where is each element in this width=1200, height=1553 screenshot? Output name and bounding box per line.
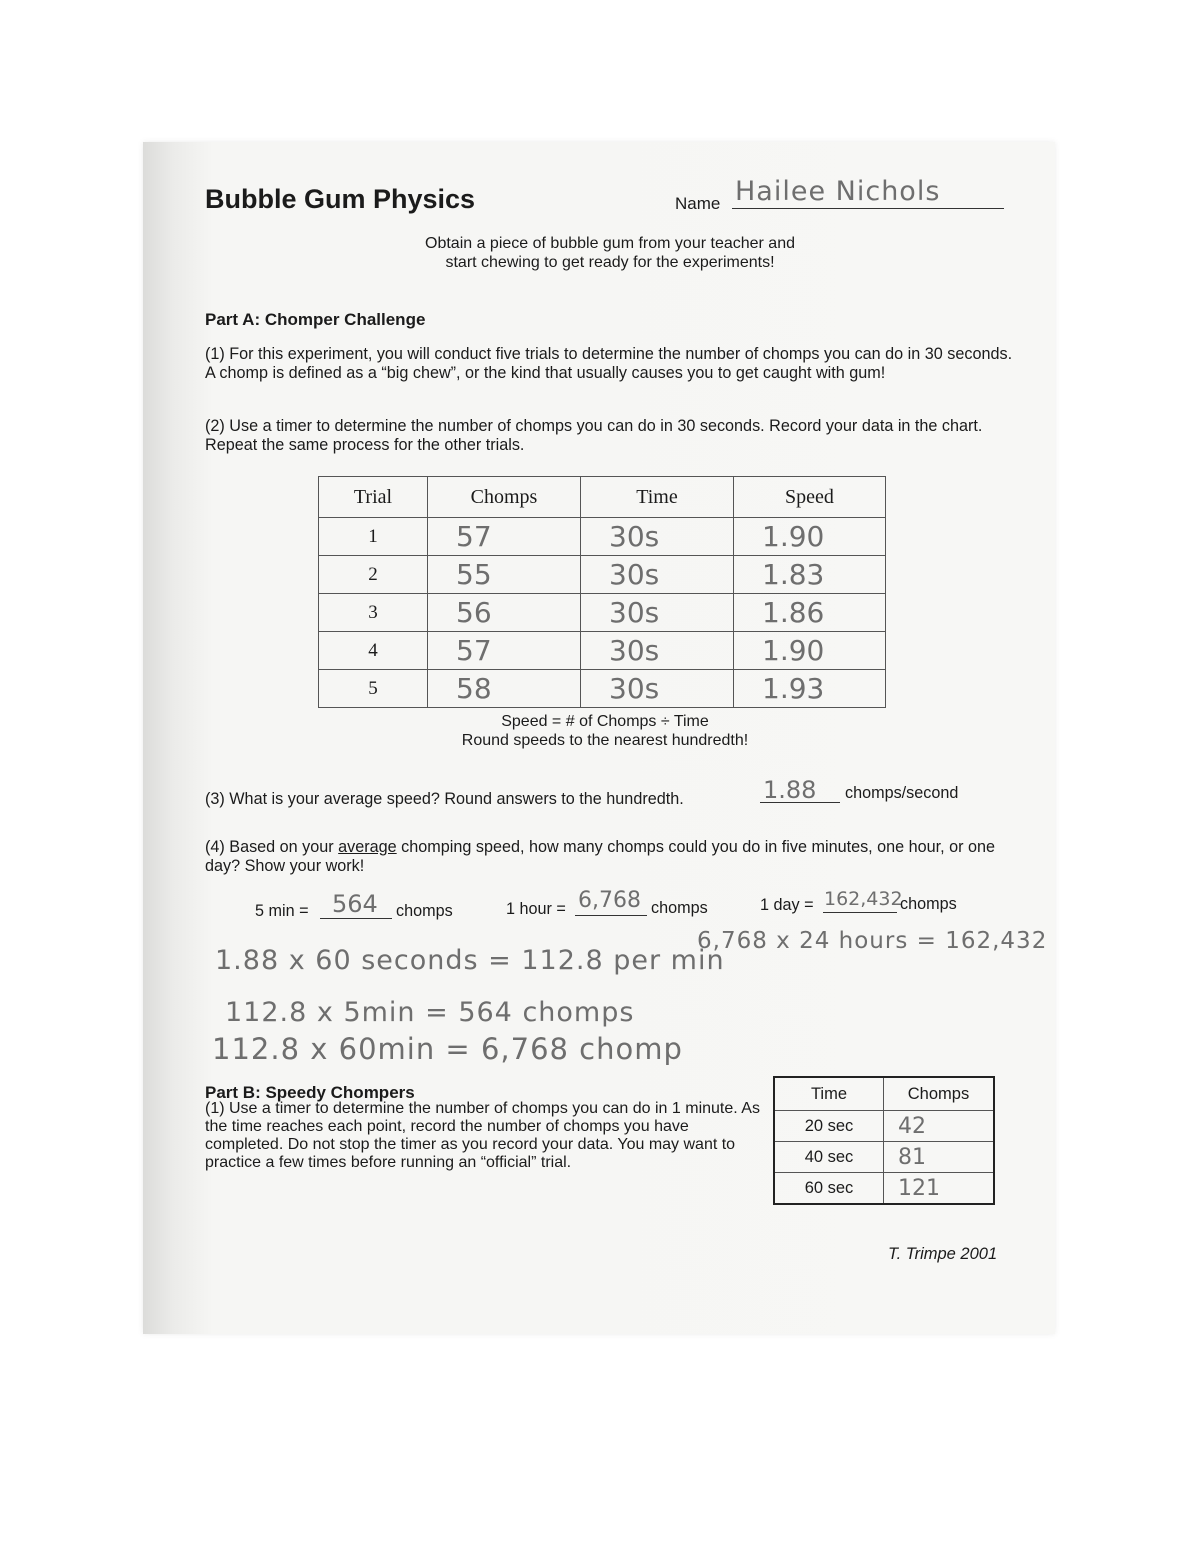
table-row <box>774 1173 994 1205</box>
trials-table <box>318 476 886 708</box>
chomps-cell: 42 <box>884 1111 995 1142</box>
time-cell: 20 sec <box>774 1111 884 1142</box>
average-speed-answer: 1.88 <box>763 776 817 804</box>
speed-cell: 1.90 <box>734 518 886 556</box>
question-2-text: (2) Use a timer to determine the number of chomps you can do in 30 seconds. Record your data in the chart. Repeat the same process for the other trials. <box>205 417 983 454</box>
trials-header-row <box>319 477 886 518</box>
work-line-4: 6,768 x 24 hours = 162,432 <box>697 928 1048 954</box>
intro-line-2: start chewing to get ready for the experiments! <box>445 254 775 271</box>
five-min-unit: chomps <box>396 902 453 920</box>
answer-line <box>575 915 647 916</box>
question-1-text: (1) For this experiment, you will conduct five trials to determine the number of chomps you can do in 30 seconds. A chomp is defined as a “big chew”, or the kind that usually causes you to get caught with gum! <box>205 345 1013 382</box>
table-row <box>319 594 886 632</box>
one-hour-unit: chomps <box>651 899 708 917</box>
table-row <box>319 632 886 670</box>
part-a-heading: Part A: Chomper Challenge <box>205 310 426 329</box>
intro-line-1: Obtain a piece of bubble gum from your teacher and <box>425 235 795 252</box>
time-cell: 60 sec <box>774 1173 884 1205</box>
time-cell: 30s <box>581 670 734 708</box>
time-cell: 40 sec <box>774 1142 884 1173</box>
one-day-label: 1 day = <box>760 896 814 914</box>
col-header-time: Time <box>774 1077 884 1111</box>
table-row <box>774 1111 994 1142</box>
average-speed-unit: chomps/second <box>845 784 959 802</box>
speed-cell: 1.93 <box>734 670 886 708</box>
part-b-heading: Part B: Speedy Chompers <box>205 1083 415 1102</box>
trial-cell: 1 <box>319 518 428 556</box>
trial-cell: 4 <box>319 632 428 670</box>
formula-line-1: Speed = # of Chomps ÷ Time <box>501 713 709 730</box>
time-cell: 30s <box>581 518 734 556</box>
five-min-label: 5 min = <box>255 902 309 920</box>
trial-cell: 3 <box>319 594 428 632</box>
author-credit: T. Trimpe 2001 <box>888 1245 998 1263</box>
col-header-trial: Trial <box>319 477 428 518</box>
chomps-cell: 55 <box>428 556 581 594</box>
work-line-3: 112.8 x 60min = 6,768 chomp <box>212 1032 683 1066</box>
chomps-cell: 56 <box>428 594 581 632</box>
chomps-cell: 58 <box>428 670 581 708</box>
q4-text-end: chomping speed, how many chomps could you do in five minutes, one hour, or one day? Show your work! <box>205 838 996 875</box>
one-hour-answer: 6,768 <box>578 888 641 913</box>
formula-line-2: Round speeds to the nearest hundredth! <box>461 732 749 749</box>
time-cell: 30s <box>581 632 734 670</box>
chomps-cell: 57 <box>428 632 581 670</box>
name-line <box>732 208 1004 209</box>
five-min-answer: 564 <box>332 890 378 918</box>
question-3-text: (3) What is your average speed? Round answers to the hundredth. <box>205 790 684 808</box>
speed-cell: 1.86 <box>734 594 886 632</box>
speed-cell: 1.83 <box>734 556 886 594</box>
table-row <box>319 670 886 708</box>
part-b-question-1-text: (1) Use a timer to determine the number of chomps you can do in 1 minute. As the time reaches each point, record the number of chomps you have completed. Do not stop the timer as you record your data. You may want to practice a few times before running an “official” trial. <box>205 1100 760 1171</box>
speedy-header-row <box>774 1077 994 1111</box>
name-label: Name <box>675 194 721 213</box>
question-4-text <box>205 838 1015 876</box>
speedy-chompers-table <box>773 1076 995 1205</box>
trial-cell: 5 <box>319 670 428 708</box>
page-title: Bubble Gum Physics <box>205 184 476 214</box>
one-hour-label: 1 hour = <box>506 900 566 918</box>
col-header-chomps: Chomps <box>428 477 581 518</box>
chomps-cell: 81 <box>884 1142 995 1173</box>
col-header-time: Time <box>581 477 734 518</box>
one-day-answer: 162,432 <box>824 888 903 910</box>
time-cell: 30s <box>581 556 734 594</box>
table-row <box>319 556 886 594</box>
chomps-cell: 57 <box>428 518 581 556</box>
speed-cell: 1.90 <box>734 632 886 670</box>
trial-cell: 2 <box>319 556 428 594</box>
name-value: Hailee Nichols <box>735 176 941 207</box>
col-header-chomps: Chomps <box>884 1077 995 1111</box>
one-day-unit: chomps <box>900 895 957 913</box>
q4-text-start: (4) Based on your <box>205 838 339 856</box>
work-line-1: 1.88 x 60 seconds = 112.8 per min <box>215 945 725 976</box>
q4-underlined-word: average <box>338 838 397 856</box>
answer-line <box>823 912 897 913</box>
speed-formula <box>430 712 780 750</box>
intro-text <box>380 234 840 272</box>
col-header-speed: Speed <box>734 477 886 518</box>
table-row <box>319 518 886 556</box>
time-cell: 30s <box>581 594 734 632</box>
work-line-2: 112.8 x 5min = 564 chomps <box>225 997 635 1028</box>
chomps-cell: 121 <box>884 1173 995 1205</box>
table-row <box>774 1142 994 1173</box>
answer-line <box>320 918 392 919</box>
